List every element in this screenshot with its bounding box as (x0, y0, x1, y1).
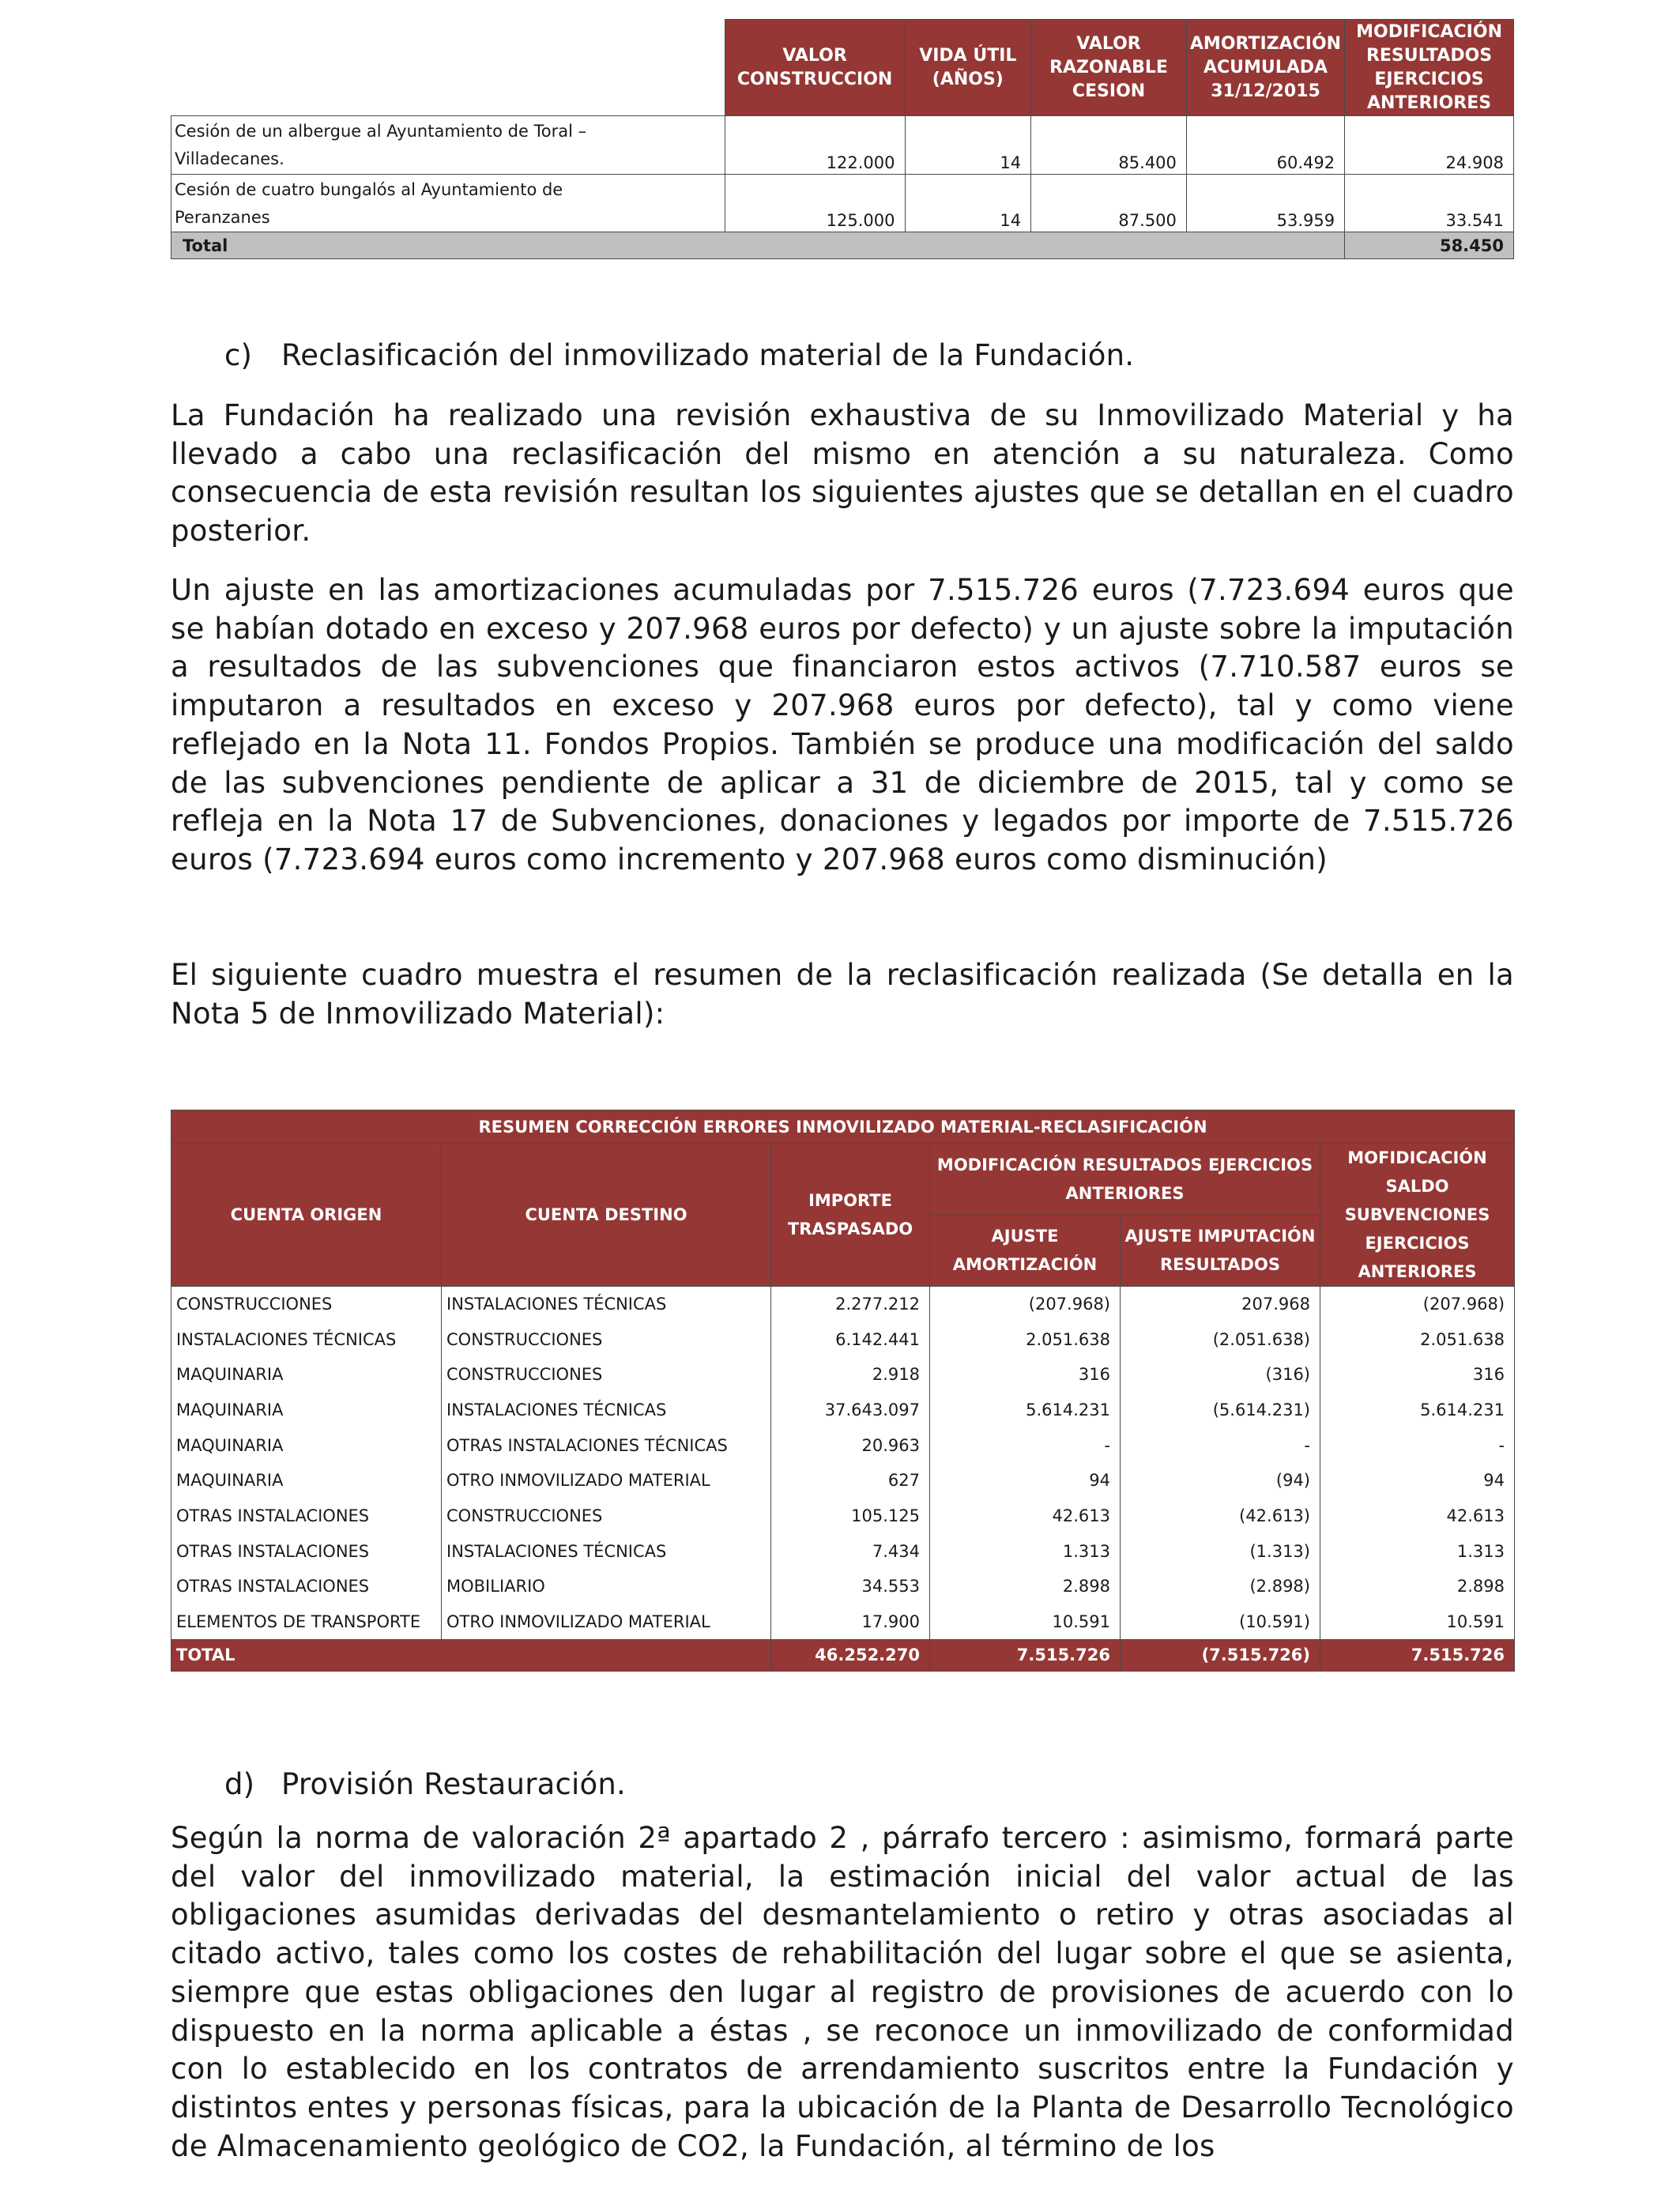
section-c-paragraph-2: Un ajuste en las amortizaciones acumuladas por 7.515.726 euros (7.723.694 euros que se habían dotado en exceso y 207.968 euros por defecto) y un ajuste sobre la imputación a resultados de las subvenciones que financiaron estos activos (7.710.587 euros se imputaron a resultados en exceso y 207.968 euros por defecto), tal y como viene reflejado en la Nota 11. Fondos Propios. También se produce una modificación del saldo de las subvenciones pendiente de aplicar a 31 de diciembre de 2015, tal y como se refleja en la Nota 17 de Subvenciones, donaciones y legados por importe de 7.515.726 euros (7.723.694 euros como incremento y 207.968 euros como disminución) (171, 573, 1514, 876)
row-ajuste-imputacion: (5.614.231) (1121, 1393, 1320, 1428)
row-importe: 627 (771, 1463, 930, 1498)
row-cuenta-destino: INSTALACIONES TÉCNICAS (442, 1533, 771, 1569)
row-ajuste-amortizacion: 42.613 (930, 1498, 1121, 1534)
row-importe: 2.277.212 (771, 1287, 930, 1322)
row-importe: 17.900 (771, 1604, 930, 1640)
cesion-modificacion: 24.908 (1345, 116, 1514, 175)
row-ajuste-imputacion: (316) (1121, 1357, 1320, 1393)
row-cuenta-origen: OTRAS INSTALACIONES (171, 1533, 442, 1569)
cesion-description: Cesión de un albergue al Ayuntamiento de Toral – Villadecanes. (171, 116, 725, 175)
table-row (171, 1533, 1515, 1569)
cesion-razonable: 85.400 (1031, 116, 1187, 175)
row-cuenta-origen: MAQUINARIA (171, 1463, 442, 1498)
row-ajuste-imputacion: (1.313) (1121, 1533, 1320, 1569)
table-row (171, 1604, 1515, 1640)
row-modificacion-saldo: 94 (1320, 1463, 1515, 1498)
row-cuenta-destino: OTRO INMOVILIZADO MATERIAL (442, 1463, 771, 1498)
row-ajuste-imputacion: (10.591) (1121, 1604, 1320, 1640)
section-c-paragraph-3: El siguiente cuadro muestra el resumen de la reclasificación realizada (Se detalla en la Nota 5 de Inmovilizado Material): (171, 958, 1514, 1031)
row-cuenta-origen: MAQUINARIA (171, 1427, 442, 1463)
header-amortizacion-acumulada: AMORTIZACIÓN ACUMULADA 31/12/2015 (1186, 20, 1344, 116)
reclasificacion-title-row (171, 1110, 1515, 1144)
row-modificacion-saldo: (207.968) (1320, 1287, 1515, 1322)
row-ajuste-imputacion: (2.051.638) (1121, 1321, 1320, 1357)
row-cuenta-destino: OTRO INMOVILIZADO MATERIAL (442, 1604, 771, 1640)
row-cuenta-origen: ELEMENTOS DE TRANSPORTE (171, 1604, 442, 1640)
table-row (171, 1569, 1515, 1604)
table-row (171, 1321, 1515, 1357)
row-ajuste-amortizacion: 2.051.638 (930, 1321, 1121, 1357)
section-d-paragraph-1: Según la norma de valoración 2ª apartado 2 , párrafo tercero : asimismo, formará parte del valor del inmovilizado material, la estimación inicial del valor actual de las obligaciones asumidas derivadas del desmantelamiento o retiro y otras asociadas al citado activo, tales como los costes de rehabilitación del lugar sobre el que se asienta, siempre que estas obligaciones den lugar al registro de provisiones de acuerdo con lo dispuesto en la norma aplicable a éstas , se reconoce un inmovilizado de conformidad con lo establecido en los contratos de arrendamiento suscritos entre la Fundación y distintos entes y personas físicas, para la ubicación de la Planta de Desarrollo Tecnológico de Almacenamiento geológico de CO2, la Fundación, al término de los (171, 1821, 1514, 2163)
reclasificacion-title: RESUMEN CORRECCIÓN ERRORES INMOVILIZADO MATERIAL-RECLASIFICACIÓN (171, 1110, 1515, 1144)
cesiones-total-label: Total (171, 232, 1345, 259)
section-c-marker: c) (224, 338, 253, 372)
table-row (171, 1287, 1515, 1322)
cesion-modificacion: 33.541 (1345, 175, 1514, 232)
table-row (171, 1393, 1515, 1428)
cesion-vida: 14 (905, 116, 1031, 175)
header-importe-traspasado: IMPORTE TRASPASADO (771, 1144, 930, 1287)
header-valor-razonable: VALOR RAZONABLE CESION (1031, 20, 1187, 116)
row-importe: 6.142.441 (771, 1321, 930, 1357)
row-modificacion-saldo: 42.613 (1320, 1498, 1515, 1534)
cesion-valor: 125.000 (725, 175, 905, 232)
header-ajuste-imputacion: AJUSTE IMPUTACIÓN RESULTADOS (1121, 1215, 1320, 1287)
row-ajuste-imputacion: - (1121, 1427, 1320, 1463)
cesion-description: Cesión de cuatro bungalós al Ayuntamiento de Peranzanes (171, 175, 725, 232)
section-c-paragraph-1: La Fundación ha realizado una revisión exhaustiva de su Inmovilizado Material y ha llevado a cabo una reclasificación del mismo en atención a su naturaleza. Como consecuencia de esta revisión resultan los siguientes ajustes que se detallan en el cuadro posterior. (171, 398, 1514, 548)
section-c-title: Reclasificación del inmovilizado material de la Fundación. (281, 338, 1135, 372)
row-cuenta-origen: OTRAS INSTALACIONES (171, 1569, 442, 1604)
row-modificacion-saldo: 1.313 (1320, 1533, 1515, 1569)
header-cuenta-origen: CUENTA ORIGEN (171, 1144, 442, 1287)
cesion-vida: 14 (905, 175, 1031, 232)
row-cuenta-origen: OTRAS INSTALACIONES (171, 1498, 442, 1534)
row-modificacion-saldo: 316 (1320, 1357, 1515, 1393)
row-cuenta-destino: MOBILIARIO (442, 1569, 771, 1604)
row-importe: 105.125 (771, 1498, 930, 1534)
row-modificacion-saldo: - (1320, 1427, 1515, 1463)
reclasificacion-total-label: TOTAL (171, 1639, 771, 1671)
header-cuenta-destino: CUENTA DESTINO (442, 1144, 771, 1287)
row-modificacion-saldo: 2.051.638 (1320, 1321, 1515, 1357)
row-importe: 20.963 (771, 1427, 930, 1463)
header-ajuste-amortizacion: AJUSTE AMORTIZACIÓN (930, 1215, 1121, 1287)
row-ajuste-amortizacion: 2.898 (930, 1569, 1121, 1604)
row-ajuste-imputacion: 207.968 (1121, 1287, 1320, 1322)
row-ajuste-imputacion: (94) (1121, 1463, 1320, 1498)
table-row (171, 1463, 1515, 1498)
header-vida-util: VIDA ÚTIL (AÑOS) (905, 20, 1031, 116)
reclasificacion-table (171, 1110, 1515, 1672)
row-importe: 7.434 (771, 1533, 930, 1569)
table-row (171, 1427, 1515, 1463)
table-row (171, 1498, 1515, 1534)
reclasificacion-body (171, 1287, 1515, 1640)
row-cuenta-origen: INSTALACIONES TÉCNICAS (171, 1321, 442, 1357)
row-ajuste-imputacion: (2.898) (1121, 1569, 1320, 1604)
cesion-razonable: 87.500 (1031, 175, 1187, 232)
cesiones-header-row (171, 20, 1514, 116)
section-d-title: Provisión Restauración. (281, 1767, 626, 1801)
cesion-amortizacion: 53.959 (1186, 175, 1344, 232)
row-ajuste-amortizacion: 10.591 (930, 1604, 1121, 1640)
row-cuenta-destino: INSTALACIONES TÉCNICAS (442, 1393, 771, 1428)
total-ajuste-imputacion: (7.515.726) (1121, 1639, 1320, 1671)
header-modificacion-resultados-group: MODIFICACIÓN RESULTADOS EJERCICIOS ANTERIORES (930, 1144, 1320, 1216)
total-ajuste-amortizacion: 7.515.726 (930, 1639, 1121, 1671)
row-ajuste-amortizacion: 94 (930, 1463, 1121, 1498)
row-cuenta-origen: MAQUINARIA (171, 1393, 442, 1428)
header-valor-construccion: VALOR CONSTRUCCION (725, 20, 905, 116)
row-importe: 2.918 (771, 1357, 930, 1393)
row-ajuste-imputacion: (42.613) (1121, 1498, 1320, 1534)
row-cuenta-origen: CONSTRUCCIONES (171, 1287, 442, 1322)
row-importe: 34.553 (771, 1569, 930, 1604)
row-modificacion-saldo: 2.898 (1320, 1569, 1515, 1604)
row-ajuste-amortizacion: 5.614.231 (930, 1393, 1121, 1428)
row-ajuste-amortizacion: 316 (930, 1357, 1121, 1393)
row-modificacion-saldo: 10.591 (1320, 1604, 1515, 1640)
row-cuenta-destino: CONSTRUCCIONES (442, 1498, 771, 1534)
row-ajuste-amortizacion: (207.968) (930, 1287, 1121, 1322)
row-cuenta-destino: INSTALACIONES TÉCNICAS (442, 1287, 771, 1322)
section-d-marker: d) (224, 1767, 255, 1801)
total-modificacion-saldo: 7.515.726 (1320, 1639, 1515, 1671)
row-cuenta-destino: OTRAS INSTALACIONES TÉCNICAS (442, 1427, 771, 1463)
cesion-row (171, 116, 1514, 175)
row-ajuste-amortizacion: - (930, 1427, 1121, 1463)
cesion-valor: 122.000 (725, 116, 905, 175)
cesiones-table (171, 19, 1514, 259)
row-cuenta-destino: CONSTRUCCIONES (442, 1321, 771, 1357)
header-modificacion-saldo: MOFIDICACIÓN SALDO SUBVENCIONES EJERCICIOS ANTERIORES (1320, 1144, 1515, 1287)
section-c-heading (224, 338, 1134, 372)
row-cuenta-destino: CONSTRUCCIONES (442, 1357, 771, 1393)
reclasificacion-total-row (171, 1639, 1515, 1671)
header-modificacion-resultados: MODIFICACIÓN RESULTADOS EJERCICIOS ANTERIORES (1345, 20, 1514, 116)
row-importe: 37.643.097 (771, 1393, 930, 1428)
cesion-amortizacion: 60.492 (1186, 116, 1344, 175)
row-ajuste-amortizacion: 1.313 (930, 1533, 1121, 1569)
table-row (171, 1357, 1515, 1393)
cesiones-total-row (171, 232, 1514, 259)
total-importe: 46.252.270 (771, 1639, 930, 1671)
cesion-row (171, 175, 1514, 232)
row-cuenta-origen: MAQUINARIA (171, 1357, 442, 1393)
section-d-heading (224, 1767, 626, 1801)
reclasificacion-header-row (171, 1144, 1515, 1216)
cesiones-total-value: 58.450 (1345, 232, 1514, 259)
cesiones-header-blank (171, 20, 725, 116)
row-modificacion-saldo: 5.614.231 (1320, 1393, 1515, 1428)
